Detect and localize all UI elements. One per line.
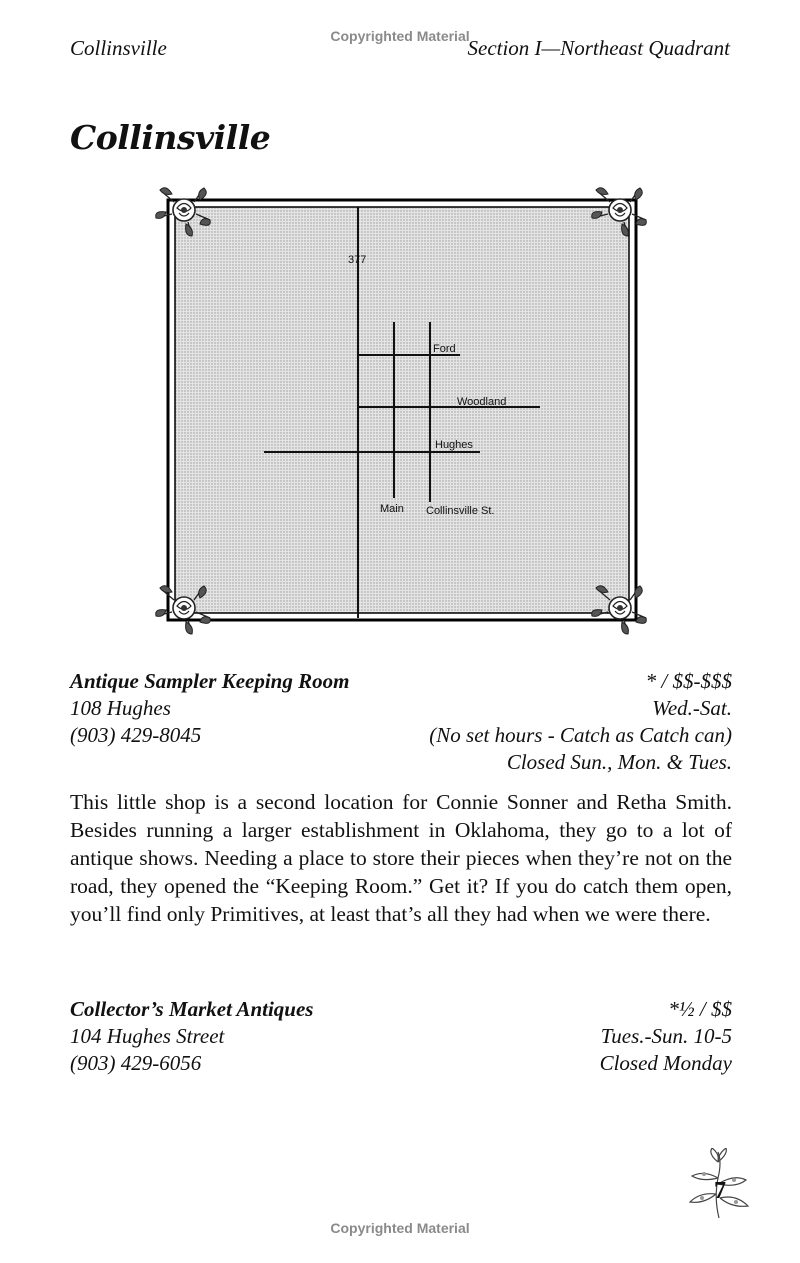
listing-antique-sampler bbox=[70, 668, 732, 776]
listing-closed: Closed Monday bbox=[599, 1051, 732, 1075]
listing-rating: * / $$-$$$ bbox=[645, 669, 732, 693]
label-377: 377 bbox=[348, 254, 367, 266]
listing-description: This little shop is a second location for Connie Sonner and Retha Smith. Besides running a larger establishment in Oklahoma, they go to a lot of antique shows. Needing a place to store their pieces when they’re not on the road, they opened the “Keeping Room.” Get it? If you do catch them open, you’ll find only Primitives, at least that’s all they had when we were there. bbox=[70, 790, 732, 926]
label-woodland: Woodland bbox=[457, 396, 507, 408]
page-title: Collinsville bbox=[70, 118, 271, 157]
listing-address: 104 Hughes Street bbox=[70, 1024, 225, 1048]
label-hughes: Hughes bbox=[435, 439, 473, 451]
watermark-bottom: Copyrighted Material bbox=[330, 1220, 470, 1236]
watermark-top: Copyrighted Material bbox=[330, 28, 470, 44]
label-ford: Ford bbox=[433, 343, 456, 355]
page-number-ornament bbox=[684, 1148, 754, 1224]
listing-hours-note: (No set hours - Catch as Catch can) bbox=[429, 723, 732, 747]
listing-closed: Closed Sun., Mon. & Tues. bbox=[506, 750, 732, 774]
label-main: Main bbox=[380, 503, 404, 515]
listing-rating: *½ / $$ bbox=[668, 997, 732, 1021]
listing-name: Antique Sampler Keeping Room bbox=[70, 669, 350, 693]
listing-collectors-market bbox=[70, 996, 732, 1077]
listing-days: Tues.-Sun. 10-5 bbox=[600, 1024, 732, 1048]
listing-name: Collector’s Market Antiques bbox=[70, 997, 314, 1021]
listing-days: Wed.-Sat. bbox=[652, 696, 732, 720]
label-collinsville-st: Collinsville St. bbox=[426, 505, 495, 517]
running-header-right: Section I—Northeast Quadrant bbox=[467, 36, 730, 60]
listing-address: 108 Hughes bbox=[70, 696, 171, 720]
running-header-left: Collinsville bbox=[70, 36, 167, 60]
listing-phone: (903) 429-6056 bbox=[70, 1051, 202, 1075]
street-map bbox=[148, 180, 656, 640]
listing-phone: (903) 429-8045 bbox=[70, 723, 202, 747]
page-number: 7 bbox=[714, 1178, 726, 1204]
